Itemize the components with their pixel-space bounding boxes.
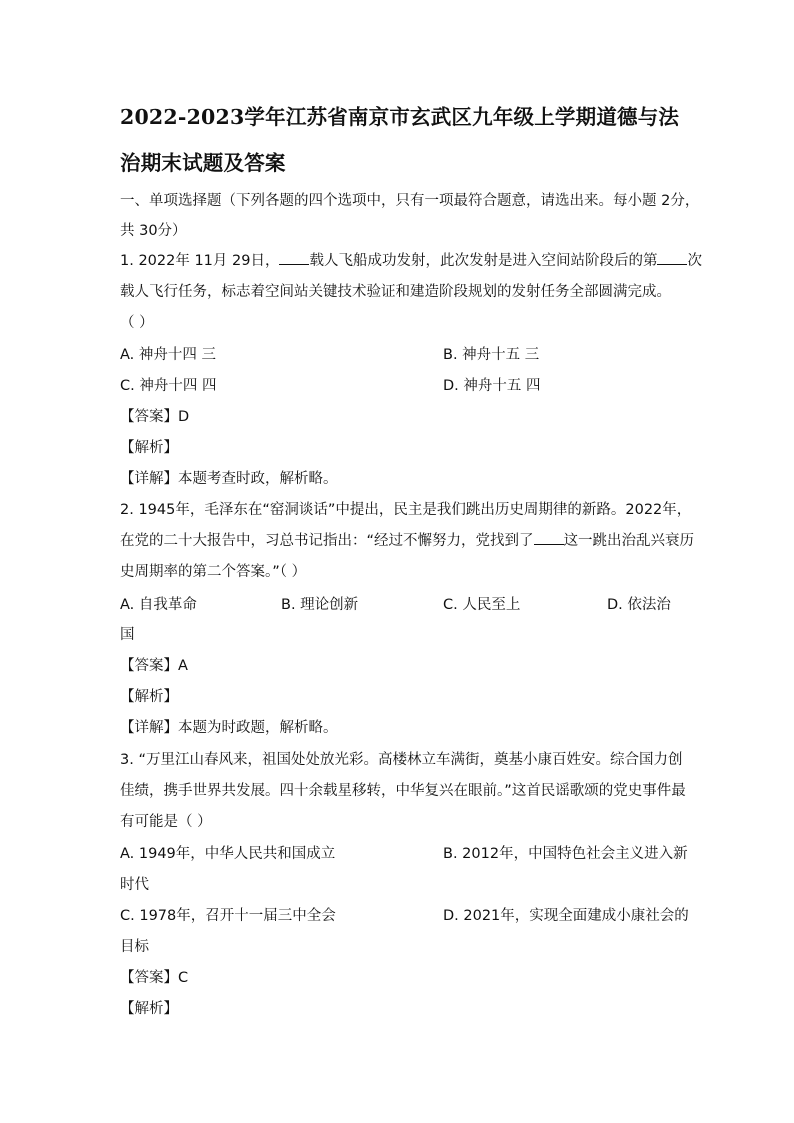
fill-blank bbox=[657, 252, 687, 265]
q1-detail: 【详解】本题考查时政，解析略。 bbox=[120, 471, 338, 487]
q3-option-c: C. 1978年，召开十一届三中全会 bbox=[120, 908, 336, 924]
q3-stem-line1: 3. “万里江山春风来，祖国处处放光彩。高楼林立车满街，奠基小康百姓安。综合国力创 bbox=[120, 752, 683, 768]
document-title-line1: 2022-2023学年江苏省南京市玄武区九年级上学期道德与法 bbox=[120, 105, 680, 129]
q3-option-a: A. 1949年，中华人民共和国成立 bbox=[120, 846, 336, 862]
q2-option-a: A. 自我革命 bbox=[120, 597, 197, 613]
q3-option-b-continued: 时代 bbox=[120, 877, 149, 893]
section-heading-line2: 共 30分） bbox=[120, 223, 187, 239]
q3-stem-line2: 佳绩，携手世界共发展。四十余载星移转，中华复兴在眼前。”这首民谣歌颂的党史事件最 bbox=[120, 783, 686, 799]
q3-option-b: B. 2012年，中国特色社会主义进入新 bbox=[443, 846, 688, 862]
q1-answer: 【答案】D bbox=[120, 409, 190, 425]
q2-stem-part-a: 在党的二十大报告中，习总书记指出：“经过不懈努力，党找到了 bbox=[120, 533, 534, 549]
q1-stem-part-b: 载人飞船成功发射，此次发射是进入空间站阶段后的第 bbox=[309, 253, 658, 269]
q3-analysis: 【解析】 bbox=[120, 1001, 178, 1017]
q2-option-c: C. 人民至上 bbox=[443, 597, 521, 613]
document-title-line2: 治期末试题及答案 bbox=[120, 151, 286, 175]
q2-analysis: 【解析】 bbox=[120, 689, 178, 705]
fill-blank bbox=[534, 532, 564, 545]
q1-stem-line1 bbox=[120, 249, 702, 270]
q2-option-d: D. 依法治 bbox=[607, 597, 671, 613]
q2-detail: 【详解】本题为时政题，解析略。 bbox=[120, 720, 338, 736]
section-heading-line1: 一、单项选择题（下列各题的四个选项中，只有一项最符合题意，请选出来。每小题 2分， bbox=[120, 193, 700, 209]
q2-stem-line2 bbox=[120, 529, 694, 550]
q3-option-d: D. 2021年，实现全面建成小康社会的 bbox=[443, 908, 689, 924]
q1-option-a: A. 神舟十四 三 bbox=[120, 347, 216, 363]
q2-stem-part-b: 这一跳出治乱兴衰历 bbox=[563, 533, 695, 549]
q2-stem-line1: 2. 1945年，毛泽东在“窑洞谈话”中提出，民主是我们跳出历史周期律的新路。2022年， bbox=[120, 502, 692, 518]
q2-answer: 【答案】A bbox=[120, 658, 188, 674]
q3-answer: 【答案】C bbox=[120, 970, 189, 986]
q1-stem-part-c: 次 bbox=[687, 253, 702, 269]
q1-stem-line2: 载人飞行任务，标志着空间站关键技术验证和建造阶段规划的发射任务全部圆满完成。 bbox=[120, 284, 671, 300]
q2-option-b: B. 理论创新 bbox=[281, 597, 359, 613]
q2-option-d-continued: 国 bbox=[120, 627, 135, 643]
q1-stem-line3: （ ） bbox=[120, 315, 154, 331]
q1-option-d: D. 神舟十五 四 bbox=[443, 378, 541, 394]
q1-analysis: 【解析】 bbox=[120, 440, 178, 456]
q2-stem-line3: 史周期率的第二个答案。”（ ） bbox=[120, 564, 307, 580]
q1-option-b: B. 神舟十五 三 bbox=[443, 347, 540, 363]
q1-option-c: C. 神舟十四 四 bbox=[120, 378, 217, 394]
fill-blank bbox=[279, 252, 309, 265]
q1-stem-part-a: 1. 2022年 11月 29日， bbox=[120, 253, 280, 269]
q3-stem-line3: 有可能是（ ） bbox=[120, 814, 212, 830]
q3-option-d-continued: 目标 bbox=[120, 939, 149, 955]
